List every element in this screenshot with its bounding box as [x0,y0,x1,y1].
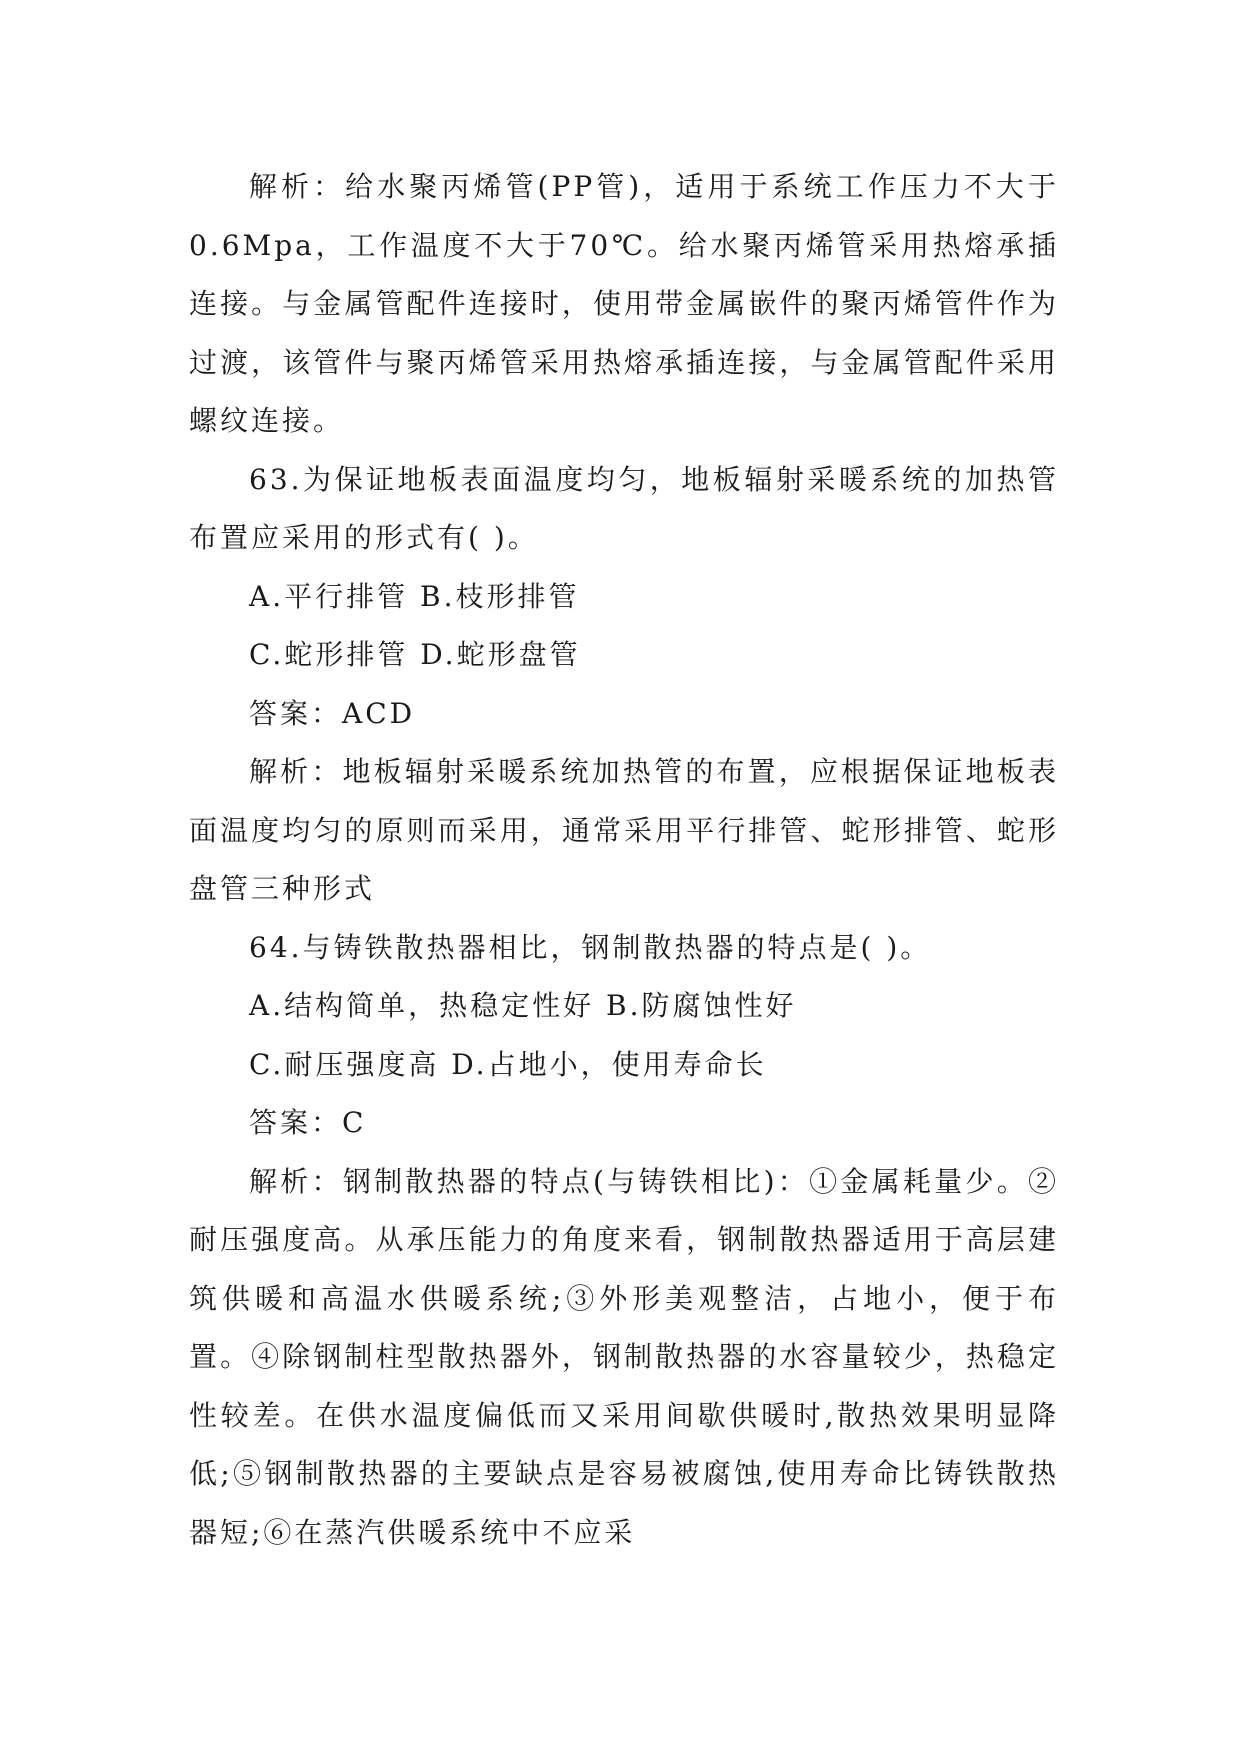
question-64-analysis: 解析：钢制散热器的特点(与铸铁相比)：①金属耗量少。②耐压强度高。从承压能力的角度来看，钢制散热器适用于高层建筑供暖和高温水供暖系统;③外形美观整洁，占地小，便于布置。④除钢制柱型散热器外，钢制散热器的水容量较少，热稳定性较差。在供水温度偏低而又采用间歇供暖时,散热效果明显降低;⑤钢制散热器的主要缺点是容易被腐蚀,使用寿命比铸铁散热器短;⑥在蒸汽供暖系统中不应采 [189,1164,1059,1549]
document-body [189,158,1059,1562]
question-63-options-cd: C.蛇形排管 D.蛇形盘管 [249,638,581,671]
question-64-options-ab: A.结构简单，热稳定性好 B.防腐蚀性好 [249,989,797,1022]
question-63-answer: 答案：ACD [249,696,416,730]
question-64: 64.与铸铁散热器相比，钢制散热器的特点是( )。 [249,930,932,964]
question-63-analysis: 解析：地板辐射采暖系统加热管的布置，应根据保证地板表面温度均匀的原则而采用，通常采用平行排管、蛇形排管、蛇形盘管三种形式 [189,755,1059,905]
analysis-paragraph-pp-pipe: 解析：给水聚丙烯管(PP管)，适用于系统工作压力不大于0.6Mpa，工作温度不大于70℃。给水聚丙烯管采用热熔承插连接。与金属管配件连接时，使用带金属嵌件的聚丙烯管件作为过渡，该管件与聚丙烯管采用热熔承插连接，与金属管配件采用螺纹连接。 [189,170,1059,437]
question-63: 63.为保证地板表面温度均匀，地板辐射采暖系统的加热管布置应采用的形式有( )。 [189,462,1059,554]
question-64-answer: 答案：C [249,1106,367,1139]
question-64-options-cd: C.耐压强度高 D.占地小，使用寿命长 [249,1047,767,1081]
question-63-options-ab: A.平行排管 B.枝形排管 [249,579,580,613]
